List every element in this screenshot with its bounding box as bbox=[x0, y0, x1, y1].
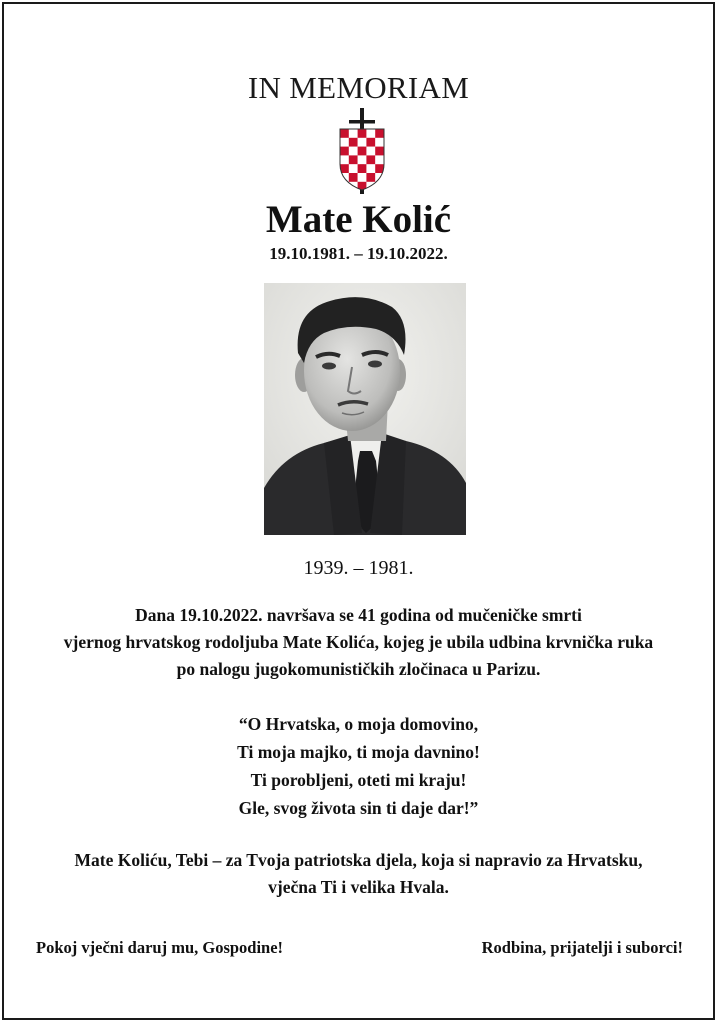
shield-checker-square bbox=[349, 191, 358, 194]
poem-line: Gle, svog života sin ti daje dar!” bbox=[238, 798, 479, 818]
shield-checker-square bbox=[340, 138, 349, 147]
shield-checker-square bbox=[366, 155, 375, 164]
shield-checker-square bbox=[349, 173, 358, 182]
shield-checker-square bbox=[375, 191, 384, 194]
shield-checker-square bbox=[375, 182, 384, 191]
shield-checker-square bbox=[358, 147, 367, 156]
paragraph-line: vječna Ti i velika Hvala. bbox=[268, 877, 449, 897]
shield-checker-square bbox=[375, 147, 384, 156]
shield-checker-square bbox=[349, 147, 358, 156]
shield-checker-square bbox=[349, 155, 358, 164]
paragraph-line: vjernog hrvatskog rodoljuba Mate Kolića, kojeg je ubila udbina krvnička ruka bbox=[63, 632, 654, 652]
shield-checker-square bbox=[340, 129, 349, 138]
shield-checker-square bbox=[340, 191, 349, 194]
shield-checker-square bbox=[340, 182, 349, 191]
shield-checker-square bbox=[366, 173, 375, 182]
shield-checker-square bbox=[366, 191, 375, 194]
shield-checker-square bbox=[366, 138, 375, 147]
poem-quote bbox=[4, 710, 713, 822]
shield-checker-square bbox=[349, 164, 358, 173]
shield-checker-square bbox=[366, 129, 375, 138]
memorial-notice bbox=[2, 2, 715, 1020]
shield-checker-square bbox=[366, 164, 375, 173]
paragraph-line: Mate Koliću, Tebi – za Tvoja patriotska djela, koja si napravio za Hrvatsku, bbox=[74, 850, 643, 870]
notice-heading: IN MEMORIAM bbox=[247, 70, 470, 105]
shield-checker-square bbox=[349, 138, 358, 147]
shield-checker-square bbox=[340, 147, 349, 156]
prayer-line: Pokoj vječni daruj mu, Gospodine! bbox=[36, 938, 284, 957]
memorial-paragraph bbox=[4, 602, 713, 683]
poem-line: “O Hrvatska, o moja domovino, bbox=[238, 714, 479, 734]
shield-checker-square bbox=[358, 173, 367, 182]
shield-checker-square bbox=[375, 155, 384, 164]
paragraph-line: Dana 19.10.2022. navršava se 41 godina od mučeničke smrti bbox=[135, 605, 582, 625]
deceased-name: Mate Kolić bbox=[265, 198, 452, 241]
anniversary-dates: 19.10.1981. – 19.10.2022. bbox=[269, 244, 448, 263]
shield-checker-square bbox=[358, 138, 367, 147]
portrait-photo bbox=[264, 283, 466, 535]
tribute-paragraph bbox=[4, 847, 713, 901]
signature-line: Rodbina, prijatelji i suborci! bbox=[481, 938, 683, 957]
life-years: 1939. – 1981. bbox=[303, 557, 414, 579]
shield-checker-square bbox=[358, 164, 367, 173]
shield-checker-square bbox=[358, 129, 367, 138]
poem-line: Ti porobljeni, oteti mi kraju! bbox=[250, 770, 467, 790]
cross-shield-icon bbox=[337, 108, 387, 194]
shield-checker-square bbox=[358, 155, 367, 164]
shield-checker-square bbox=[366, 147, 375, 156]
shield-checker-square bbox=[375, 129, 384, 138]
paragraph-line: po nalogu jugokomunističkih zločinaca u Parizu. bbox=[176, 659, 541, 679]
shield-checker-square bbox=[349, 129, 358, 138]
shield-checker-square bbox=[340, 155, 349, 164]
shield-checker-square bbox=[375, 138, 384, 147]
poem-line: Ti moja majko, ti moja davnino! bbox=[237, 742, 480, 762]
